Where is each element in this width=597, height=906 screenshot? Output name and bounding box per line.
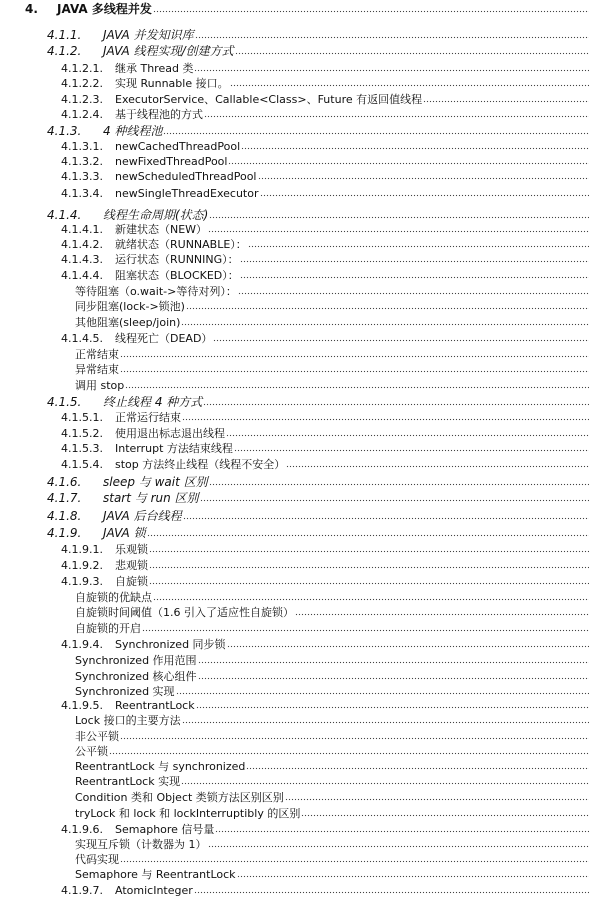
dot-leader — [120, 363, 589, 373]
toc-entry-number: 4.1.7. — [47, 491, 82, 505]
dot-leader — [295, 606, 589, 616]
toc-entry[interactable] — [0, 475, 589, 489]
toc-entry[interactable] — [0, 745, 589, 759]
toc-entry-number: 4. — [25, 2, 38, 16]
toc-entry[interactable] — [0, 155, 589, 169]
toc-entry-number: 4.1.5. — [47, 395, 82, 409]
dot-leader — [181, 316, 589, 326]
toc-entry[interactable] — [0, 140, 589, 154]
toc-entry-title: 实现 Runnable 接口。 — [115, 77, 229, 90]
toc-entry[interactable] — [0, 559, 589, 573]
toc-entry-title: Interrupt 方法结束线程 — [115, 442, 233, 455]
toc-entry[interactable] — [0, 93, 589, 107]
dot-leader — [120, 853, 589, 863]
toc-entry-number: 4.1.3.2. — [61, 155, 103, 168]
toc-entry-title: Condition 类和 Object 类锁方法区别区别 — [75, 791, 284, 804]
dot-leader — [176, 685, 589, 695]
toc-entry-title: 继承 Thread 类 — [115, 62, 194, 75]
toc-entry[interactable] — [0, 775, 589, 789]
dot-leader — [246, 760, 589, 770]
toc-entry-number: 4.1.1. — [47, 28, 82, 42]
toc-entry[interactable] — [0, 363, 589, 377]
toc-entry-title: start 与 run 区别 — [103, 491, 199, 505]
toc-entry-title: 线程生命周期(状态) — [103, 208, 209, 222]
toc-entry-title: 调用 stop — [75, 379, 125, 392]
dot-leader — [142, 622, 589, 632]
toc-entry[interactable] — [0, 823, 589, 837]
toc-entry-number: 4.1.2.2. — [61, 77, 103, 90]
toc-entry[interactable] — [0, 332, 589, 346]
toc-entry[interactable] — [0, 884, 589, 898]
toc-entry-title: 4 种线程池 — [103, 124, 163, 138]
toc-entry-title: AtomicInteger — [115, 884, 193, 897]
toc-entry[interactable] — [0, 44, 589, 58]
toc-entry-title: tryLock 和 lock 和 lockInterruptibly 的区别 — [75, 807, 301, 820]
toc-entry-number: 4.1.4.5. — [61, 332, 103, 345]
toc-entry-title: Semaphore 信号量 — [115, 823, 215, 836]
toc-entry[interactable] — [0, 442, 589, 456]
toc-entry-title: 其他阻塞(sleep/join) — [75, 316, 181, 329]
dot-leader — [125, 379, 589, 389]
toc-entry-title: JAVA 锁 — [103, 526, 146, 540]
toc-entry[interactable] — [0, 411, 589, 425]
toc-entry-number: 4.1.5.4. — [61, 458, 103, 471]
toc-entry-title: sleep 与 wait 区别 — [103, 475, 208, 489]
toc-entry[interactable] — [0, 622, 589, 636]
dot-leader — [238, 285, 589, 295]
toc-entry-title: 自旋锁时间阈值（1.6 引入了适应性自旋锁） — [75, 606, 294, 619]
toc-entry-number: 4.1.2. — [47, 44, 82, 58]
toc-entry[interactable] — [0, 238, 589, 252]
toc-entry-title: 非公平锁 — [75, 730, 119, 743]
dot-leader — [182, 714, 589, 724]
toc-entry-number: 4.1.4.1. — [61, 223, 103, 236]
dot-leader — [120, 730, 589, 740]
toc-entry-title: Lock 接口的主要方法 — [75, 714, 181, 727]
toc-entry-number: 4.1.9.5. — [61, 699, 103, 712]
dot-leader — [209, 209, 589, 219]
dot-leader — [241, 140, 589, 150]
toc-entry-title: Synchronized 实现 — [75, 685, 175, 698]
dot-leader — [213, 332, 589, 342]
dot-leader — [237, 868, 589, 878]
toc-entry[interactable] — [0, 427, 589, 441]
dot-leader — [149, 543, 589, 553]
toc-entry-title: Synchronized 作用范围 — [75, 654, 197, 667]
toc-entry[interactable] — [0, 62, 589, 76]
toc-entry-title: JAVA 并发知识库 — [103, 28, 194, 42]
dot-leader — [209, 476, 589, 486]
toc-entry-title: Semaphore 与 ReentrantLock — [75, 868, 236, 881]
toc-entry-title: 实现互斥锁（计数器为 1） — [75, 838, 207, 851]
dot-leader — [234, 442, 589, 452]
toc-entry-title: 终止线程 4 种方式 — [103, 395, 203, 409]
dot-leader — [194, 62, 589, 72]
toc-entry-title: 自旋锁 — [115, 575, 148, 588]
dot-leader — [153, 591, 589, 601]
toc-entry-title: 异常结束 — [75, 363, 119, 376]
dot-leader — [182, 411, 589, 421]
dot-leader — [203, 396, 589, 406]
toc-entry[interactable] — [0, 187, 589, 201]
toc-entry-number: 4.1.4.3. — [61, 253, 103, 266]
dot-leader — [240, 253, 589, 263]
toc-entry-number: 4.1.9.4. — [61, 638, 103, 651]
toc-entry-number: 4.1.4.2. — [61, 238, 103, 251]
toc-entry-number: 4.1.3.4. — [61, 187, 103, 200]
toc-entry-number: 4.1.9.1. — [61, 543, 103, 556]
dot-leader — [183, 510, 589, 520]
dot-leader — [200, 492, 589, 502]
toc-entry-number: 4.1.3.1. — [61, 140, 103, 153]
toc-entry-title: 悲观锁 — [115, 559, 148, 572]
toc-entry-number: 4.1.9.3. — [61, 575, 103, 588]
dot-leader — [260, 187, 590, 197]
toc-entry[interactable] — [0, 591, 589, 605]
toc-entry[interactable] — [0, 300, 589, 314]
dot-leader — [230, 77, 589, 87]
toc-entry-title: 基于线程池的方式 — [115, 108, 203, 121]
toc-entry-title: 等待阻塞（o.wait->等待对列）： — [75, 285, 237, 298]
toc-entry-title: JAVA 线程实现/创建方式 — [103, 44, 234, 58]
dot-leader — [195, 29, 589, 39]
toc-entry[interactable] — [0, 348, 589, 362]
toc-entry-title: ExecutorService、Callable<Class>、Future 有返回值线程 — [115, 93, 423, 106]
dot-leader — [285, 791, 589, 801]
toc-entry-number: 4.1.3.3. — [61, 170, 103, 183]
toc-entry[interactable] — [0, 838, 589, 852]
toc-entry-title: 自旋锁的开启 — [75, 622, 141, 635]
toc-entry[interactable] — [0, 543, 589, 557]
toc-entry-title: 使用退出标志退出线程 — [115, 427, 225, 440]
dot-leader — [258, 170, 590, 180]
toc-entry-number: 4.1.2.3. — [61, 93, 103, 106]
toc-entry-title: newCachedThreadPool — [115, 140, 241, 153]
dot-leader — [235, 45, 589, 55]
toc-entry[interactable] — [0, 807, 589, 821]
toc-entry-title: JAVA 后台线程 — [103, 509, 182, 523]
toc-entry[interactable] — [0, 491, 589, 505]
dot-leader — [196, 699, 589, 709]
toc-entry-title: 公平锁 — [75, 745, 108, 758]
toc-entry-title: Synchronized 核心组件 — [75, 670, 197, 683]
toc-entry-title: 正常结束 — [75, 348, 119, 361]
dot-leader — [240, 269, 589, 279]
dot-leader — [181, 775, 589, 785]
dot-leader — [147, 527, 589, 537]
toc-entry-title: 乐观锁 — [115, 543, 148, 556]
dot-leader — [226, 427, 589, 437]
dot-leader — [301, 807, 589, 817]
dot-leader — [227, 638, 589, 648]
toc-entry[interactable] — [0, 395, 589, 409]
toc-entry[interactable] — [0, 124, 589, 138]
toc-entry-title: 自旋锁的优缺点 — [75, 591, 152, 604]
dot-leader — [198, 654, 589, 664]
toc-entry-title: ReentrantLock 与 synchronized — [75, 760, 246, 773]
dot-leader — [286, 458, 589, 468]
toc-entry-title: 就绪状态（RUNNABLE）： — [115, 238, 247, 251]
toc-entry[interactable] — [0, 28, 589, 42]
toc-entry-number: 4.1.9.7. — [61, 884, 103, 897]
toc-entry[interactable] — [0, 526, 589, 540]
dot-leader — [163, 125, 589, 135]
toc-entry[interactable] — [0, 760, 589, 774]
toc-entry[interactable] — [0, 269, 589, 283]
toc-entry[interactable] — [0, 606, 589, 620]
toc-entry[interactable] — [0, 791, 589, 805]
toc-entry[interactable] — [0, 108, 589, 122]
dot-leader — [186, 300, 589, 310]
toc-entry-number: 4.1.5.1. — [61, 411, 103, 424]
toc-entry[interactable] — [0, 223, 589, 237]
toc-entry-number: 4.1.2.4. — [61, 108, 103, 121]
toc-entry-title: 正常运行结束 — [115, 411, 181, 424]
toc-entry-number: 4.1.8. — [47, 509, 82, 523]
toc-entry-title: JAVA 多线程并发 — [57, 2, 152, 16]
toc-entry-title: Synchronized 同步锁 — [115, 638, 226, 651]
toc-entry-title: 同步阻塞(lock->锁池) — [75, 300, 185, 313]
toc-entry-title: newSingleThreadExecutor — [115, 187, 259, 200]
dot-leader — [153, 3, 589, 13]
toc-entry-title: 新建状态（NEW） — [115, 223, 208, 236]
toc-entry[interactable] — [0, 868, 589, 882]
toc-entry[interactable] — [0, 699, 589, 713]
dot-leader — [215, 823, 589, 833]
toc-entry-number: 4.1.5.2. — [61, 427, 103, 440]
toc-entry[interactable] — [0, 77, 589, 91]
toc-entry-title: ReentrantLock — [115, 699, 195, 712]
toc-entry-title: stop 方法终止线程（线程不安全） — [115, 458, 286, 471]
dot-leader — [423, 93, 589, 103]
toc-entry[interactable] — [0, 509, 589, 523]
dot-leader — [208, 838, 590, 848]
toc-entry-number: 4.1.4.4. — [61, 269, 103, 282]
toc-entry-title: 阻塞状态（BLOCKED）： — [115, 269, 239, 282]
toc-entry-number: 4.1.2.1. — [61, 62, 103, 75]
dot-leader — [228, 155, 589, 165]
toc-entry[interactable] — [0, 638, 589, 652]
toc-entry[interactable] — [0, 285, 589, 299]
dot-leader — [198, 670, 589, 680]
dot-leader — [208, 223, 589, 233]
toc-entry[interactable] — [0, 458, 589, 472]
toc-entry-number: 4.1.9.2. — [61, 559, 103, 572]
toc-entry[interactable] — [0, 316, 589, 330]
toc-entry-number: 4.1.9. — [47, 526, 82, 540]
toc-entry[interactable] — [0, 714, 589, 728]
toc-entry[interactable] — [0, 685, 589, 699]
toc-entry[interactable] — [0, 208, 589, 222]
dot-leader — [248, 238, 589, 248]
toc-entry-title: 代码实现 — [75, 853, 119, 866]
toc-entry-title: 运行状态（RUNNING）： — [115, 253, 239, 266]
dot-leader — [149, 559, 589, 569]
toc-entry-number: 4.1.4. — [47, 208, 82, 222]
toc-entry[interactable] — [0, 575, 589, 589]
toc-entry-number: 4.1.3. — [47, 124, 82, 138]
toc-entry-number: 4.1.9.6. — [61, 823, 103, 836]
toc-entry[interactable] — [0, 730, 589, 744]
toc-entry-number: 4.1.6. — [47, 475, 82, 489]
toc-entry[interactable] — [0, 654, 589, 668]
toc-entry[interactable] — [0, 170, 589, 184]
toc-entry[interactable] — [0, 670, 589, 684]
dot-leader — [149, 575, 589, 585]
toc-entry[interactable] — [0, 853, 589, 867]
dot-leader — [109, 745, 589, 755]
toc-entry[interactable] — [0, 253, 589, 267]
dot-leader — [194, 884, 589, 894]
toc-entry[interactable] — [0, 2, 589, 16]
toc-entry-number: 4.1.5.3. — [61, 442, 103, 455]
toc-entry[interactable] — [0, 379, 589, 393]
dot-leader — [120, 348, 589, 358]
toc-entry-title: newScheduledThreadPool — [115, 170, 257, 183]
toc-entry-title: newFixedThreadPool — [115, 155, 228, 168]
dot-leader — [204, 108, 589, 118]
toc-entry-title: ReentrantLock 实现 — [75, 775, 181, 788]
toc-entry-title: 线程死亡（DEAD） — [115, 332, 213, 345]
